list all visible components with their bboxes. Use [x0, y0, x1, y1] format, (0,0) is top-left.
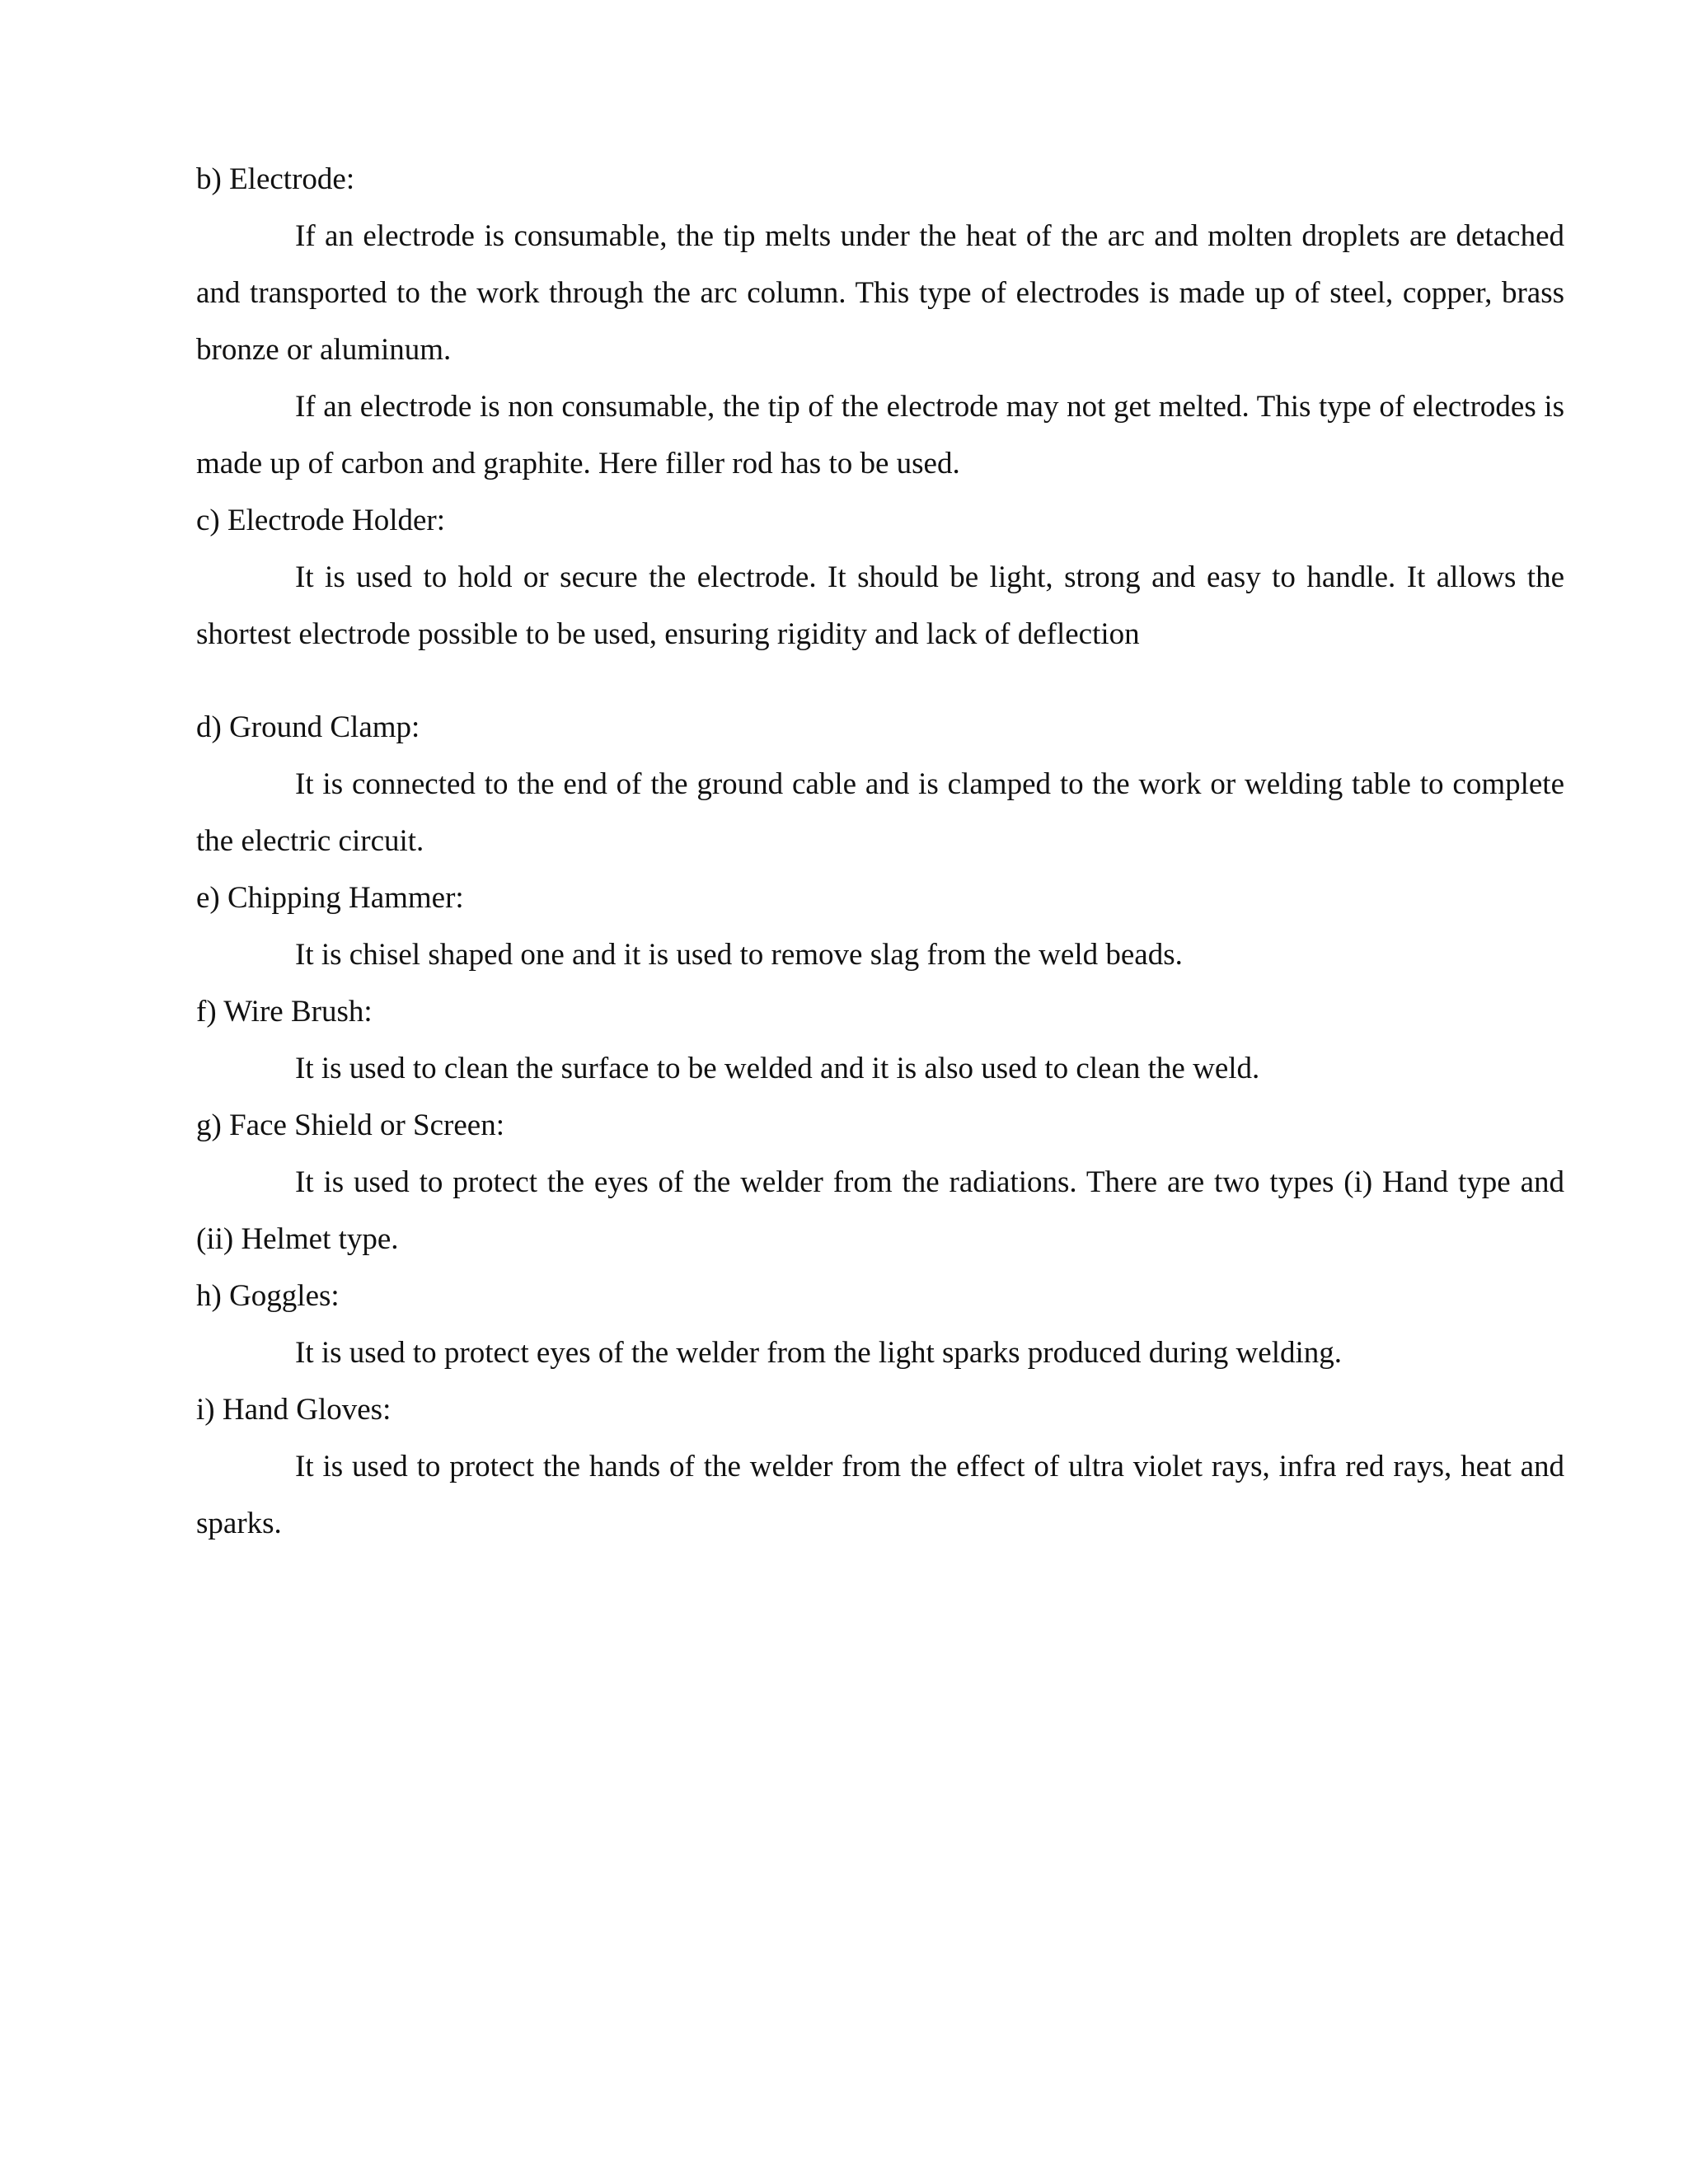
section-heading: d) Ground Clamp:: [196, 710, 420, 744]
section-heading: f) Wire Brush:: [196, 995, 373, 1029]
paragraph: It is used to protect the hands of the welder from the effect of ultra violet rays, infra red rays, heat and sparks.: [196, 1450, 1564, 1540]
section-hand-gloves: [196, 1381, 1564, 1552]
section-heading: g) Face Shield or Screen:: [196, 1108, 504, 1142]
document-body: [196, 151, 1564, 1552]
section-heading: i) Hand Gloves:: [196, 1393, 392, 1427]
section-chipping-hammer: [196, 869, 1564, 983]
paragraph: It is used to clean the surface to be welded and it is also used to clean the weld.: [295, 1052, 1260, 1085]
section-face-shield: [196, 1097, 1564, 1268]
section-electrode-holder: [196, 492, 1564, 663]
section-electrode: [196, 151, 1564, 492]
section-heading: h) Goggles:: [196, 1279, 340, 1313]
paragraph: It is connected to the end of the ground cable and is clamped to the work or welding table to complete the electric circuit.: [196, 767, 1564, 858]
paragraph: It is used to hold or secure the electrode. It should be light, strong and easy to handle. It allows the shortest electrode possible to be used, ensuring rigidity and lack of deflection: [196, 560, 1564, 651]
section-ground-clamp: [196, 699, 1564, 869]
paragraph: It is used to protect the eyes of the welder from the radiations. There are two types (i) Hand type and (ii) Helmet type.: [196, 1165, 1564, 1256]
paragraph: It is used to protect eyes of the welder from the light sparks produced during welding.: [295, 1336, 1343, 1370]
section-heading: c) Electrode Holder:: [196, 504, 446, 537]
spacer: [196, 663, 1564, 699]
paragraph: It is chisel shaped one and it is used to remove slag from the weld beads.: [295, 938, 1183, 972]
section-wire-brush: [196, 983, 1564, 1097]
paragraph: If an electrode is non consumable, the tip of the electrode may not get melted. This type of electrodes is made up of carbon and graphite. Here filler rod has to be used.: [196, 390, 1564, 480]
section-heading: e) Chipping Hammer:: [196, 881, 464, 915]
section-heading: b) Electrode:: [196, 162, 355, 196]
paragraph: If an electrode is consumable, the tip melts under the heat of the arc and molten droplets are detached and transported to the work through the arc column. This type of electrodes is made up of steel, copper, brass bronze or aluminum.: [196, 219, 1564, 367]
section-goggles: [196, 1268, 1564, 1381]
